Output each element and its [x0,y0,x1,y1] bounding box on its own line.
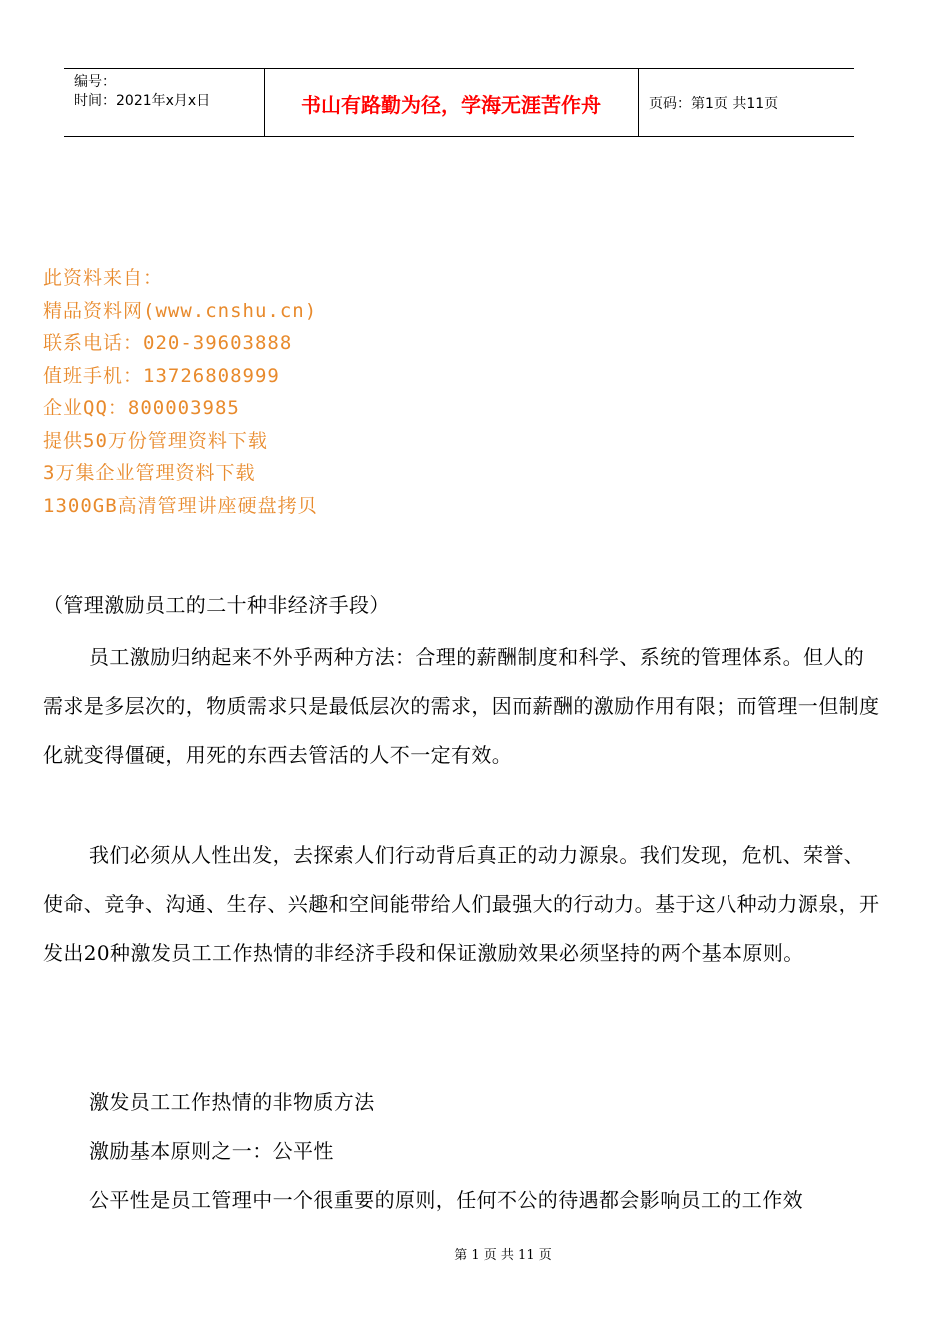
section-block [43,1078,883,1225]
footer-page-number: 第 1 页 共 11 页 [454,1248,552,1263]
source-info-block [43,262,318,522]
document-subtitle: （管理激励员工的二十种非经济手段） [43,593,390,617]
header-motto-cell [264,69,639,136]
header-motto: 书山有路勤为径，学海无涯苦作舟 [301,93,601,117]
source-info-line: 企业QQ：800003985 [43,397,240,419]
document-date-label: 时间：2021年x月x日 [74,93,211,109]
source-info-line: 联系电话：020-39603888 [43,332,293,354]
paragraph-intro: 员工激励归纳起来不外乎两种方法：合理的薪酬制度和科学、系统的管理体系。但人的需求是多层次的，物质需求只是最低层次的需求，因而薪酬的激励作用有限；而管理一但制度化就变得僵硬，用死的东西去管活的人不一定有效。 [43,645,880,767]
header-info-cell [64,69,265,136]
paragraph-fairness: 公平性是员工管理中一个很重要的原则，任何不公的待遇都会影响员工的工作效 [89,1188,803,1212]
document-number-label: 编号： [74,74,116,90]
section-title: 激发员工工作热情的非物质方法 [89,1090,375,1114]
source-info-line: 精品资料网(www.cnshu.cn) [43,299,318,322]
source-info-line: 提供50万份管理资料下载 [43,429,268,452]
document-header [64,68,854,137]
header-page-cell [639,69,854,136]
source-info-line: 值班手机：13726808999 [43,364,280,387]
header-page-number: 页码：第1页 共11页 [649,96,779,112]
source-info-line: 此资料来自： [43,267,164,289]
paragraph-motivation-sources: 我们必须从人性出发，去探索人们行动背后真正的动力源泉。我们发现，危机、荣誉、使命、竞争、沟通、生存、兴趣和空间能带给人们最强大的行动力。基于这八种动力源泉，开发出20种激发员工工作热情的非经济手段和保证激励效果必须坚持的两个基本原则。 [43,843,880,965]
source-info-line: 3万集企业管理资料下载 [43,462,256,484]
page-footer [0,1247,950,1265]
source-info-line: 1300GB高清管理讲座硬盘拷贝 [43,494,318,517]
principle-title: 激励基本原则之一：公平性 [89,1139,334,1163]
